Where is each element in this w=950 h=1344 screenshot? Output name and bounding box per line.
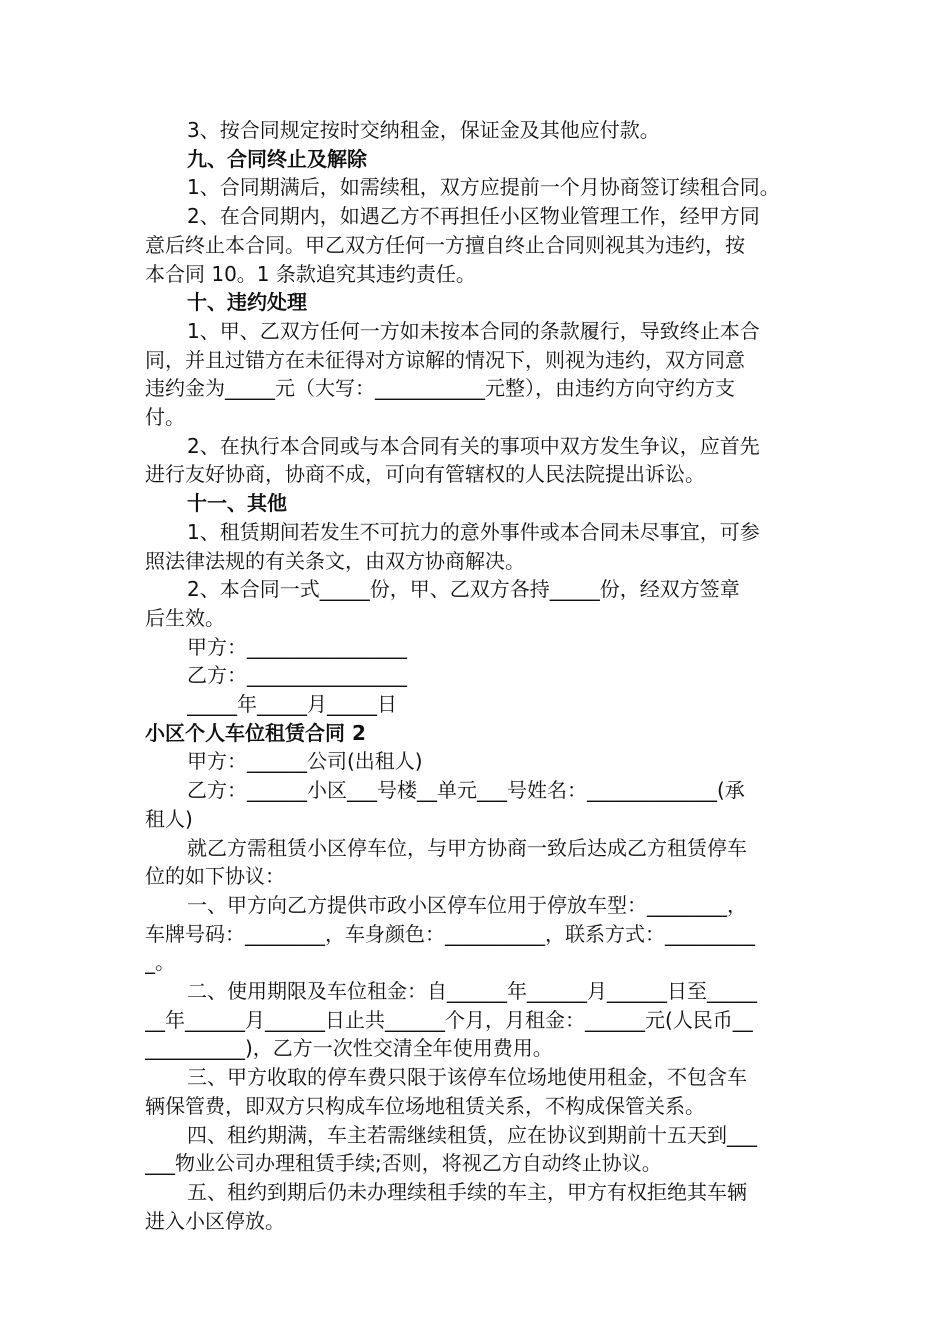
text-line: 2、在执行本合同或与本合同有关的事项中双方发生争议，应首先 [187,433,760,458]
section-heading: 小区个人车位租赁合同 2 [145,720,366,745]
text-line: _。 [145,950,175,975]
text-line: 甲方：______公司(出租人) [187,749,423,774]
text-line: ___物业公司办理租赁手续;否则，将视乙方自动终止协议。 [145,1151,662,1176]
text-line: 乙方：______小区___号楼__单元___号姓名：_____________(承 [187,778,745,803]
text-line: 3、按合同规定按时交纳租金，保证金及其他应付款。 [187,118,660,142]
text-line: 1、合同期满后，如需续租，双方应提前一个月协商签订续租合同。 [187,175,780,200]
text-line: 乙方：________________ [187,663,407,688]
text-line: __________)，乙方一次性交清全年使用费用。 [145,1036,553,1061]
text-line: 意后终止本合同。甲乙双方任何一方擅自终止合同则视其为违约，按 [145,232,745,257]
text-line: 甲方：________________ [187,634,407,659]
text-line: 一、甲方向乙方提供市政小区停车位用于停放车型：________， [187,892,747,917]
section-heading: 九、合同终止及解除 [187,146,367,171]
text-line: 辆保管费，即双方只构成车位场地租赁关系，不构成保管关系。 [145,1093,705,1118]
text-line: 三、甲方收取的停车费只限于该停车位场地使用租金，不包含车 [187,1065,747,1090]
text-line: 就乙方需租赁小区停车位，与甲方协商一致后达成乙方租赁停车 [187,835,747,860]
text-line: 后生效。 [145,605,225,630]
text-line: 违约金为_____元（大写：___________元整），由违约方向守约方支 [145,376,735,401]
text-line: 本合同 10。1 条款追究其违约责任。 [145,261,476,286]
text-line: 2、本合同一式_____份，甲、乙双方各持_____份，经双方签章 [187,577,740,602]
text-line: 同，并且过错方在未征得对方谅解的情况下，则视为违约，双方同意 [145,347,745,372]
text-line: 1、甲、乙双方任何一方如未按本合同的条款履行，导致终止本合 [187,318,760,343]
text-line: __年______月______日止共______个月，月租金：______元(人民币__ [145,1007,753,1032]
text-line: 照法律法规的有关条文，由双方协商解决。 [145,548,525,573]
text-line: _____年_____月_____日 [187,692,397,716]
section-heading: 十、违约处理 [187,290,307,315]
text-line: 租人) [145,806,193,831]
text-line: 四、租约期满，车主若需继续租赁，应在协议到期前十五天到___ [187,1122,757,1147]
text-line: 车牌号码：________，车身颜色：__________，联系方式：_________ [145,921,755,946]
text-line: 五、租约到期后仍未办理续租手续的车主，甲方有权拒绝其车辆 [187,1179,747,1204]
text-line: 2、在合同期内，如遇乙方不再担任小区物业管理工作，经甲方同 [187,204,760,229]
text-line: 位的如下协议： [145,864,285,889]
text-line: 进入小区停放。 [145,1208,285,1233]
text-line: 进行友好协商，协商不成，可向有管辖权的人民法院提出诉讼。 [145,462,705,487]
text-line: 1、租赁期间若发生不可抗力的意外事件或本合同未尽事宜，可参 [187,519,760,544]
section-heading: 十一、其他 [187,491,287,516]
text-line: 付。 [145,405,185,429]
text-line: 二、使用期限及车位租金：自______年______月______日至_____ [187,979,757,1003]
